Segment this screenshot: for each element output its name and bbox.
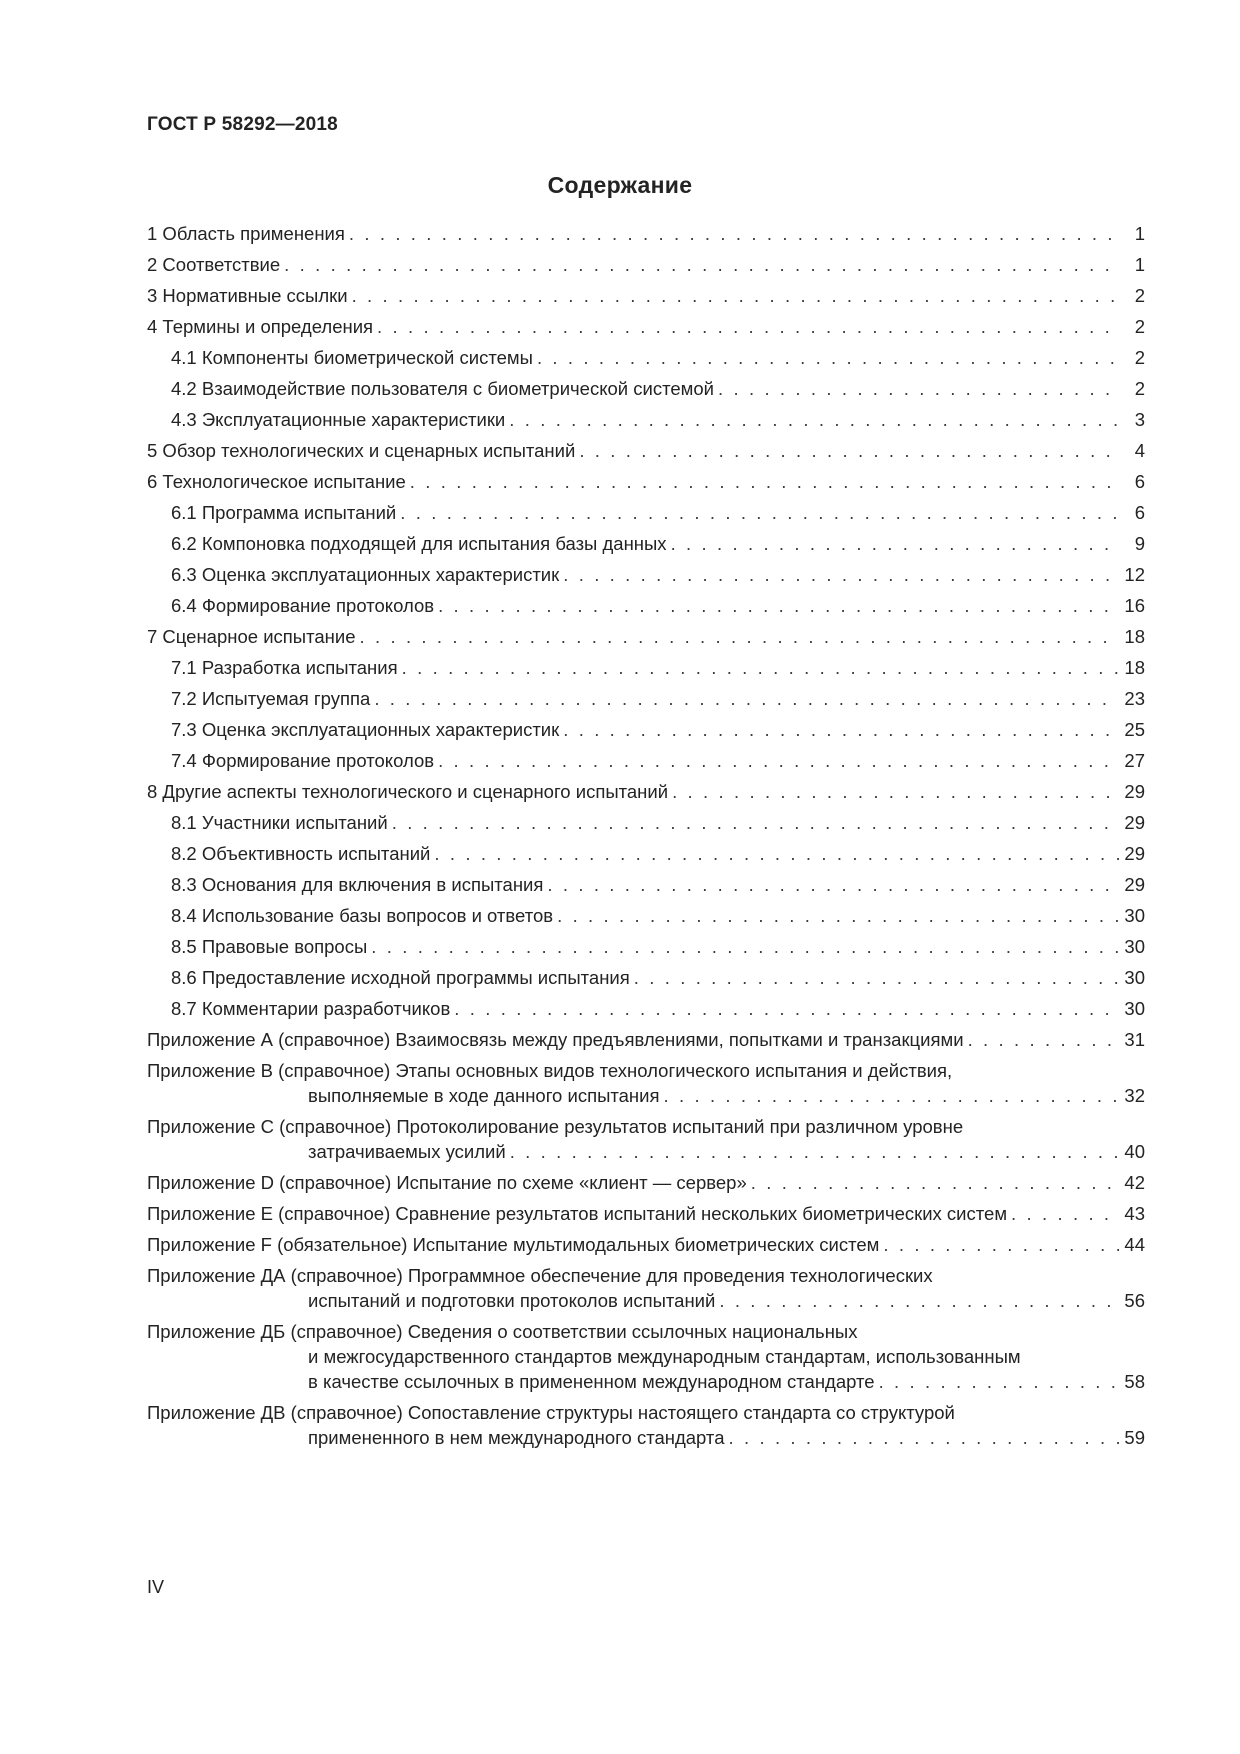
toc-entry-text: затрачиваемых усилий	[308, 1141, 506, 1162]
document-id: ГОСТ Р 58292—2018	[147, 114, 338, 135]
leader-dots	[400, 500, 1119, 525]
toc-subentry[interactable]	[147, 965, 1145, 996]
toc-entry-page: 42	[1124, 1172, 1145, 1193]
toc-entry-text: Приложение ДВ (справочное) Сопоставление структуры настоящего стандарта со структурой	[147, 1402, 955, 1423]
toc-entry-page: 12	[1124, 564, 1145, 585]
toc-subentry[interactable]	[147, 686, 1145, 717]
toc-subentry[interactable]	[147, 500, 1145, 531]
leader-dots	[454, 996, 1119, 1021]
toc-entry-page: 27	[1124, 750, 1145, 771]
toc-subentry[interactable]	[147, 655, 1145, 686]
leader-dots	[664, 1083, 1120, 1108]
toc-entry-text: 8.4 Использование базы вопросов и ответов	[171, 905, 554, 926]
toc-entry-page: 1	[1134, 223, 1145, 244]
toc-subentry[interactable]	[147, 872, 1145, 903]
toc-entry-page: 3	[1134, 409, 1145, 430]
leader-dots	[719, 1288, 1119, 1313]
toc-entry-page: 4	[1134, 440, 1145, 461]
toc-appendix-f[interactable]	[147, 1232, 1145, 1257]
leader-dots	[579, 438, 1119, 463]
toc-entry[interactable]	[147, 314, 1145, 345]
leader-dots	[1011, 1201, 1119, 1226]
toc-entry-text: Приложение D (справочное) Испытание по схеме «клиент — сервер»	[147, 1172, 747, 1193]
leader-dots	[377, 314, 1119, 339]
toc-entry[interactable]	[147, 438, 1145, 469]
toc-entry-text: 3 Нормативные ссылки	[147, 285, 348, 306]
toc-entry-text: 2 Соответствие	[147, 254, 281, 275]
toc-entry-text: и межгосударственного стандартов международным стандартам, использованным	[308, 1346, 1021, 1367]
toc-entry-page: 29	[1124, 843, 1145, 864]
toc-entry-page: 18	[1124, 626, 1145, 647]
leader-dots	[510, 1139, 1119, 1164]
toc-entry-page: 2	[1134, 378, 1145, 399]
toc-entry-text: 7.1 Разработка испытания	[171, 657, 398, 678]
toc-entry-page: 32	[1124, 1085, 1145, 1106]
toc-entry-page: 29	[1124, 812, 1145, 833]
leader-dots	[352, 283, 1119, 308]
toc-entry-text: Приложение В (справочное) Этапы основных видов технологического испытания и действия,	[147, 1060, 953, 1081]
toc-entry-page: 9	[1134, 533, 1145, 554]
toc-entry-text: в качестве ссылочных в примененном международном стандарте	[308, 1371, 875, 1392]
toc-appendix-a[interactable]	[147, 1027, 1145, 1052]
table-of-contents	[147, 221, 1145, 1450]
toc-subentry[interactable]	[147, 593, 1145, 624]
toc-entry-page: 2	[1134, 316, 1145, 337]
toc-subentry[interactable]	[147, 562, 1145, 593]
toc-entry-page: 59	[1124, 1427, 1145, 1448]
leader-dots	[671, 531, 1119, 556]
leader-dots	[557, 903, 1119, 928]
toc-entry-page: 25	[1124, 719, 1145, 740]
toc-entry-page: 40	[1124, 1141, 1145, 1162]
toc-entry-page: 30	[1124, 967, 1145, 988]
toc-entry[interactable]	[147, 624, 1145, 655]
toc-entry[interactable]	[147, 779, 1145, 810]
leader-dots	[374, 686, 1119, 711]
leader-dots	[410, 469, 1119, 494]
toc-entry-text: 8.2 Объективность испытаний	[171, 843, 431, 864]
toc-entry-page: 56	[1124, 1290, 1145, 1311]
leader-dots	[672, 779, 1119, 804]
toc-entry-page: 30	[1124, 998, 1145, 1019]
toc-entry-text: 8.6 Предоставление исходной программы испытания	[171, 967, 630, 988]
toc-entry-text: 6.2 Компоновка подходящей для испытания базы данных	[171, 533, 667, 554]
toc-entry-page: 6	[1134, 471, 1145, 492]
toc-entry-text: 8 Другие аспекты технологического и сценарного испытаний	[147, 781, 669, 802]
leader-dots	[751, 1170, 1119, 1195]
leader-dots	[392, 810, 1119, 835]
leader-dots	[537, 345, 1119, 370]
toc-subentry[interactable]	[147, 903, 1145, 934]
toc-entry-text: 7.2 Испытуемая группа	[171, 688, 371, 709]
toc-entry-text: 6.1 Программа испытаний	[171, 502, 397, 523]
toc-title: Содержание	[547, 172, 693, 198]
leader-dots	[371, 934, 1119, 959]
leader-dots	[349, 221, 1119, 246]
toc-subentry[interactable]	[147, 748, 1145, 779]
toc-entry-text: 4.3 Эксплуатационные характеристики	[171, 409, 506, 430]
toc-subentry[interactable]	[147, 345, 1145, 376]
toc-appendix-b[interactable]	[147, 1058, 1145, 1108]
toc-entry-page: 18	[1124, 657, 1145, 678]
leader-dots	[402, 655, 1119, 680]
toc-entry[interactable]	[147, 252, 1145, 283]
toc-entry-page: 29	[1124, 874, 1145, 895]
toc-entry-text: Приложение ДБ (справочное) Сведения о соответствии ссылочных национальных	[147, 1321, 858, 1342]
leader-dots	[284, 252, 1119, 277]
toc-entry-page: 29	[1124, 781, 1145, 802]
toc-entry-text: 4 Термины и определения	[147, 316, 374, 337]
leader-dots	[879, 1369, 1119, 1394]
toc-entry-page: 6	[1134, 502, 1145, 523]
toc-entry-page: 43	[1124, 1203, 1145, 1224]
toc-entry-page: 30	[1124, 905, 1145, 926]
toc-appendix-d[interactable]	[147, 1170, 1145, 1195]
toc-subentry[interactable]	[147, 376, 1145, 407]
toc-entry-text: 4.1 Компоненты биометрической системы	[171, 347, 533, 368]
toc-appendix-e[interactable]	[147, 1201, 1145, 1226]
toc-entry[interactable]	[147, 469, 1145, 500]
leader-dots	[883, 1232, 1119, 1257]
toc-entry-text: Приложение С (справочное) Протоколирование результатов испытаний при различном уровне	[147, 1116, 964, 1137]
leader-dots	[547, 872, 1119, 897]
toc-entry-text: 6.4 Формирование протоколов	[171, 595, 435, 616]
toc-subentry[interactable]	[147, 407, 1145, 438]
leader-dots	[634, 965, 1119, 990]
toc-entry-page: 23	[1124, 688, 1145, 709]
leader-dots	[509, 407, 1119, 432]
toc-entry-page: 2	[1134, 347, 1145, 368]
toc-entry-page: 1	[1134, 254, 1145, 275]
toc-entry-text: 4.2 Взаимодействие пользователя с биометрической системой	[171, 378, 714, 399]
toc-entry-text: Приложение А (справочное) Взаимосвязь между предъявлениями, попытками и транзакциями	[147, 1029, 964, 1050]
toc-entry-page: 16	[1124, 595, 1145, 616]
page-number: IV	[147, 1577, 165, 1597]
toc-entry-page: 58	[1124, 1371, 1145, 1392]
toc-entry-text: 8.7 Комментарии разработчиков	[171, 998, 451, 1019]
toc-subentry[interactable]	[147, 996, 1145, 1027]
leader-dots	[360, 624, 1120, 649]
leader-dots	[438, 593, 1119, 618]
leader-dots	[729, 1425, 1120, 1450]
toc-entry-text: Приложение ДА (справочное) Программное обеспечение для проведения технологических	[147, 1265, 933, 1286]
toc-entry-text: 7 Сценарное испытание	[147, 626, 356, 647]
toc-entry-page: 30	[1124, 936, 1145, 957]
toc-appendix-dv[interactable]	[147, 1400, 1145, 1450]
toc-entry[interactable]	[147, 221, 1145, 252]
toc-entry-text: 6 Технологическое испытание	[147, 471, 406, 492]
toc-subentry[interactable]	[147, 531, 1145, 562]
leader-dots	[434, 841, 1119, 866]
leader-dots	[563, 562, 1119, 587]
leader-dots	[968, 1027, 1119, 1052]
toc-entry[interactable]	[147, 283, 1145, 314]
toc-entry-text: 7.3 Оценка эксплуатационных характеристик	[171, 719, 560, 740]
toc-entry-page: 2	[1134, 285, 1145, 306]
toc-entry-page: 44	[1124, 1234, 1145, 1255]
toc-entry-text: 8.3 Основания для включения в испытания	[171, 874, 544, 895]
toc-subentry[interactable]	[147, 810, 1145, 841]
leader-dots	[563, 717, 1119, 742]
toc-entry-text: 6.3 Оценка эксплуатационных характеристик	[171, 564, 560, 585]
toc-entry-text: Приложение Е (справочное) Сравнение результатов испытаний нескольких биометрических систем	[147, 1203, 1008, 1224]
toc-entry-page: 31	[1124, 1029, 1145, 1050]
toc-subentry[interactable]	[147, 717, 1145, 748]
toc-entry-text: 8.5 Правовые вопросы	[171, 936, 368, 957]
toc-entry-text: Приложение F (обязательное) Испытание мультимодальных биометрических систем	[147, 1234, 880, 1255]
toc-entry-text: 1 Область применения	[147, 223, 345, 244]
leader-dots	[438, 748, 1119, 773]
toc-entry-text: выполняемые в ходе данного испытания	[308, 1085, 660, 1106]
toc-entry-text: примененного в нем международного стандарта	[308, 1427, 725, 1448]
toc-entry-text: 8.1 Участники испытаний	[171, 812, 388, 833]
toc-subentry[interactable]	[147, 934, 1145, 965]
leader-dots	[718, 376, 1119, 401]
toc-subentry[interactable]	[147, 841, 1145, 872]
toc-appendix-c[interactable]	[147, 1114, 1145, 1164]
toc-entry-text: 7.4 Формирование протоколов	[171, 750, 435, 771]
toc-entry-text: испытаний и подготовки протоколов испытаний	[308, 1290, 716, 1311]
toc-appendix-db[interactable]	[147, 1319, 1145, 1394]
toc-appendix-da[interactable]	[147, 1263, 1145, 1313]
toc-entry-text: 5 Обзор технологических и сценарных испытаний	[147, 440, 576, 461]
